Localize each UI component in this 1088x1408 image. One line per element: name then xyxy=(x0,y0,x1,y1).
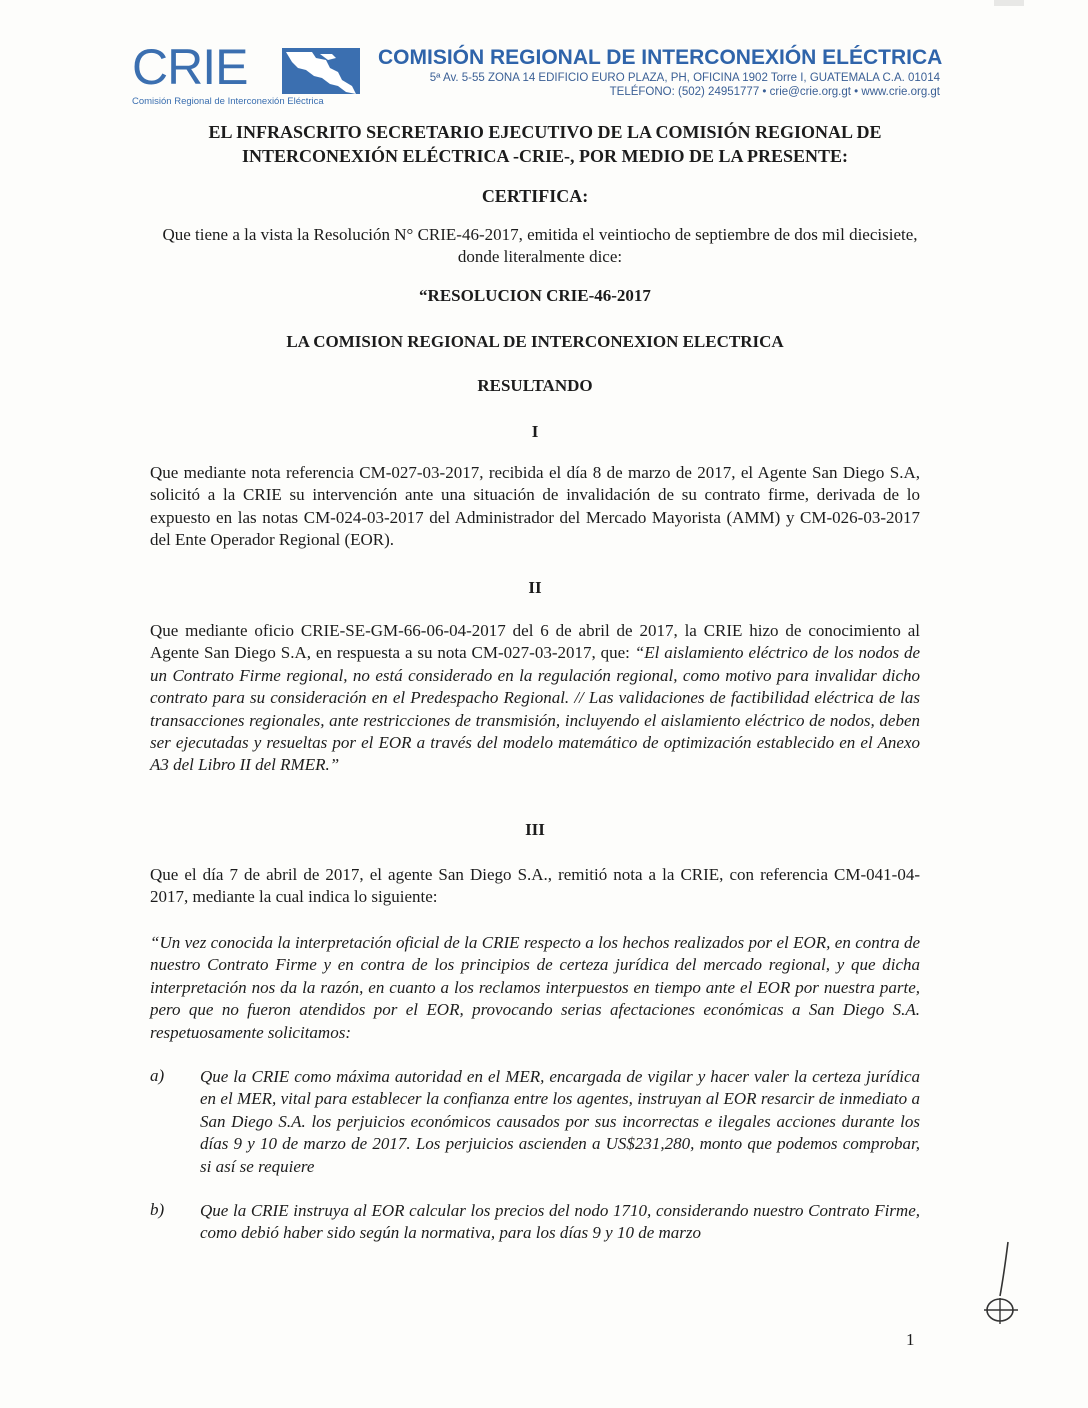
commission-title: LA COMISION REGIONAL DE INTERCONEXION ELECTRICA xyxy=(286,332,784,351)
section-iii-text: Que el día 7 de abril de 2017, el agente San Diego S.A., remitió nota a la CRIE, con referencia CM-041-04-2017, mediante la cual indica lo siguiente: xyxy=(150,865,920,907)
section-numeral-i: I xyxy=(531,422,539,441)
section-ii-paragraph xyxy=(150,620,920,777)
section-i-text: Que mediante nota referencia CM-027-03-2017, recibida el día 8 de marzo de 2017, el Agente San Diego S.A, solicitó a la CRIE su intervención ante una situación de invalidación de su contrato firme, derivada de lo expuesto en las notas CM-024-03-2017 del Administrador del Mercado Mayorista (AMM) y CM-026-03-2017 del Ente Operador Regional (EOR). xyxy=(150,463,920,550)
central-america-map-icon xyxy=(282,42,362,98)
section-numeral-ii: II xyxy=(528,578,542,597)
certifica-heading: CERTIFICA: xyxy=(481,186,589,206)
list-item-b-text: Que la CRIE instruya al EOR calcular los precios del nodo 1710, considerando nuestro Contrato Firme, como debió haber sido según la normativa, para los días 9 y 10 de marzo xyxy=(200,1201,920,1243)
section-iii-quote: “Un vez conocida la interpretación oficial de la CRIE respecto a los hechos realizados por el EOR, en contra de nuestro Contrato Firme y en contra de los principios de certeza jurídica del mercado regional, y que dicha interpretación nos da la razón, en cuanto a los reclamos interpuestos en tiempo ante el EOR por nuestra parte, pero que no fueron atendidos por el EOR, provocando serias afectaciones económicas a San Diego S.A. respetuosamente solicitamos: xyxy=(150,933,920,1042)
organization-contact: TELÉFONO: (502) 24951777 • crie@crie.org.gt • www.crie.org.gt xyxy=(609,86,940,98)
crie-logo xyxy=(132,40,364,110)
section-ii-text: Que mediante oficio CRIE-SE-GM-66-06-04-2017 del 6 de abril de 2017, la CRIE hizo de conocimiento al Agente San Diego S.A, en respuesta a su nota CM-027-03-2017, que: xyxy=(150,621,920,663)
intro-paragraph: Que tiene a la vista la Resolución N° CRIE-46-2017, emitida el veintiocho de septiembre de dos mil diecisiete, donde literalmente dice: xyxy=(162,225,918,267)
document-title-line-1: EL INFRASCRITO SECRETARIO EJECUTIVO DE LA COMISIÓN REGIONAL DE xyxy=(208,122,882,142)
section-ii-quote: “El aislamiento eléctrico de los nodos de un Contrato Firme regional, no está considerado en la regulación regional, como motivo para invalidar dicho contrato para su consideración en el Predespacho Regional. // Las validaciones de factibilidad eléctrica de las transacciones regionales, ante restricciones de transmisión, incluyendo el aislamiento eléctrico de nodos, deben ser ejecutadas y resueltas por el EOR a través del modelo matemático de optimización establecido en el Anexo A3 del Libro II del RMER.” xyxy=(150,643,920,775)
logo-subtitle: Comisión Regional de Interconexión Eléctrica xyxy=(132,96,324,107)
scan-corner-mark xyxy=(990,0,1030,10)
logo-text: CRIE xyxy=(132,39,248,95)
list-item-a-label: a) xyxy=(150,1066,165,1085)
page-number: 1 xyxy=(906,1330,915,1349)
resultando-heading: RESULTANDO xyxy=(477,376,593,395)
list-item-b-label: b) xyxy=(150,1200,165,1219)
document-title-line-2: INTERCONEXIÓN ELÉCTRICA -CRIE-, POR MEDIO DE LA PRESENTE: xyxy=(241,146,849,166)
handwritten-initials-mark xyxy=(978,1238,1030,1338)
organization-address: 5ª Av. 5-55 ZONA 14 EDIFICIO EURO PLAZA, PH, OFICINA 1902 Torre I, GUATEMALA C.A. 01014 xyxy=(429,72,940,84)
section-numeral-iii: III xyxy=(525,820,545,839)
organization-name: COMISIÓN REGIONAL DE INTERCONEXIÓN ELÉCTRICA xyxy=(378,46,943,69)
resolution-title: “RESOLUCION CRIE-46-2017 xyxy=(419,286,651,305)
list-item-a-text: Que la CRIE como máxima autoridad en el MER, encargada de vigilar y hacer valer la certeza jurídica en el MER, vital para establecer la confianza entre los agentes, instruyan al EOR resarcir de inmediato a San Diego S.A. los perjuicios económicos causados por sus incorrectas e ilegales acciones durante los días 9 y 10 de marzo de 2017. Los perjuicios ascienden a US$231,280, monto que podemos comprobar, si así se requiere xyxy=(200,1067,920,1176)
